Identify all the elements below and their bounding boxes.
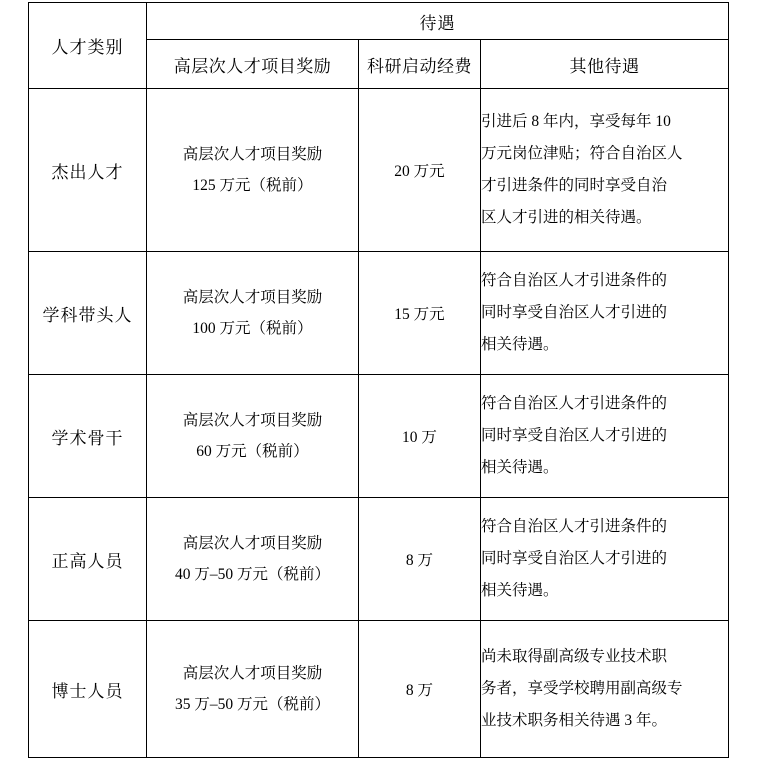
row-other bbox=[481, 498, 729, 621]
other-line: 符合自治区人才引进条件的 bbox=[481, 518, 668, 536]
other-line: 尚未取得副高级专业技术职 bbox=[481, 648, 668, 666]
award-line: 60 万元（税前） bbox=[196, 443, 309, 460]
row-award bbox=[147, 375, 359, 498]
row-fund: 8 万 bbox=[359, 621, 481, 758]
row-award bbox=[147, 89, 359, 252]
award-line: 高层次人才项目奖励 bbox=[182, 665, 323, 682]
row-fund: 15 万元 bbox=[359, 252, 481, 375]
award-line: 125 万元（税前） bbox=[192, 177, 313, 194]
award-line: 高层次人才项目奖励 bbox=[182, 146, 323, 163]
other-line: 引进后 8 年内，享受每年 10 bbox=[481, 113, 671, 131]
header-category: 人才类别 bbox=[29, 3, 147, 89]
other-line: 相关待遇。 bbox=[481, 458, 559, 476]
header-column-fund: 科研启动经费 bbox=[359, 40, 481, 89]
table-row bbox=[29, 89, 729, 252]
other-line: 才引进条件的同时享受自治 bbox=[481, 177, 668, 194]
header-column-award: 高层次人才项目奖励 bbox=[147, 40, 359, 89]
talent-benefits-table bbox=[28, 2, 729, 758]
award-line: 高层次人才项目奖励 bbox=[182, 535, 323, 552]
header-column-other: 其他待遇 bbox=[481, 40, 729, 89]
row-other bbox=[481, 252, 729, 375]
table-row bbox=[29, 252, 729, 375]
row-category: 杰出人才 bbox=[29, 89, 147, 252]
other-line: 万元岗位津贴；符合自治区人 bbox=[481, 145, 683, 163]
document-page bbox=[0, 2, 773, 773]
row-fund: 20 万元 bbox=[359, 89, 481, 252]
row-fund: 10 万 bbox=[359, 375, 481, 498]
other-line: 符合自治区人才引进条件的 bbox=[481, 395, 668, 413]
row-award bbox=[147, 621, 359, 758]
award-line: 高层次人才项目奖励 bbox=[182, 289, 323, 306]
row-category: 正高人员 bbox=[29, 498, 147, 621]
table-row bbox=[29, 498, 729, 621]
header-benefits: 待遇 bbox=[147, 3, 729, 40]
table-header-row-top bbox=[29, 3, 729, 40]
row-other bbox=[481, 89, 729, 252]
other-line: 同时享受自治区人才引进的 bbox=[481, 427, 668, 445]
other-line: 同时享受自治区人才引进的 bbox=[481, 550, 668, 568]
table-row bbox=[29, 621, 729, 758]
award-line: 100 万元（税前） bbox=[192, 320, 313, 337]
other-line: 符合自治区人才引进条件的 bbox=[481, 272, 668, 290]
other-line: 相关待遇。 bbox=[481, 581, 559, 599]
other-line: 区人才引进的相关待遇。 bbox=[481, 208, 652, 226]
row-other bbox=[481, 621, 729, 758]
award-line: 高层次人才项目奖励 bbox=[182, 412, 323, 429]
row-other bbox=[481, 375, 729, 498]
row-fund: 8 万 bbox=[359, 498, 481, 621]
award-line: 40 万–50 万元（税前） bbox=[174, 566, 330, 583]
row-award bbox=[147, 498, 359, 621]
row-category: 学术骨干 bbox=[29, 375, 147, 498]
row-award bbox=[147, 252, 359, 375]
row-category: 博士人员 bbox=[29, 621, 147, 758]
table-row bbox=[29, 375, 729, 498]
other-line: 同时享受自治区人才引进的 bbox=[481, 304, 668, 322]
other-line: 相关待遇。 bbox=[481, 335, 559, 353]
row-category: 学科带头人 bbox=[29, 252, 147, 375]
award-line: 35 万–50 万元（税前） bbox=[174, 696, 330, 713]
other-line: 务者，享受学校聘用副高级专 bbox=[481, 680, 683, 698]
other-line: 业技术职务相关待遇 3 年。 bbox=[481, 711, 668, 729]
